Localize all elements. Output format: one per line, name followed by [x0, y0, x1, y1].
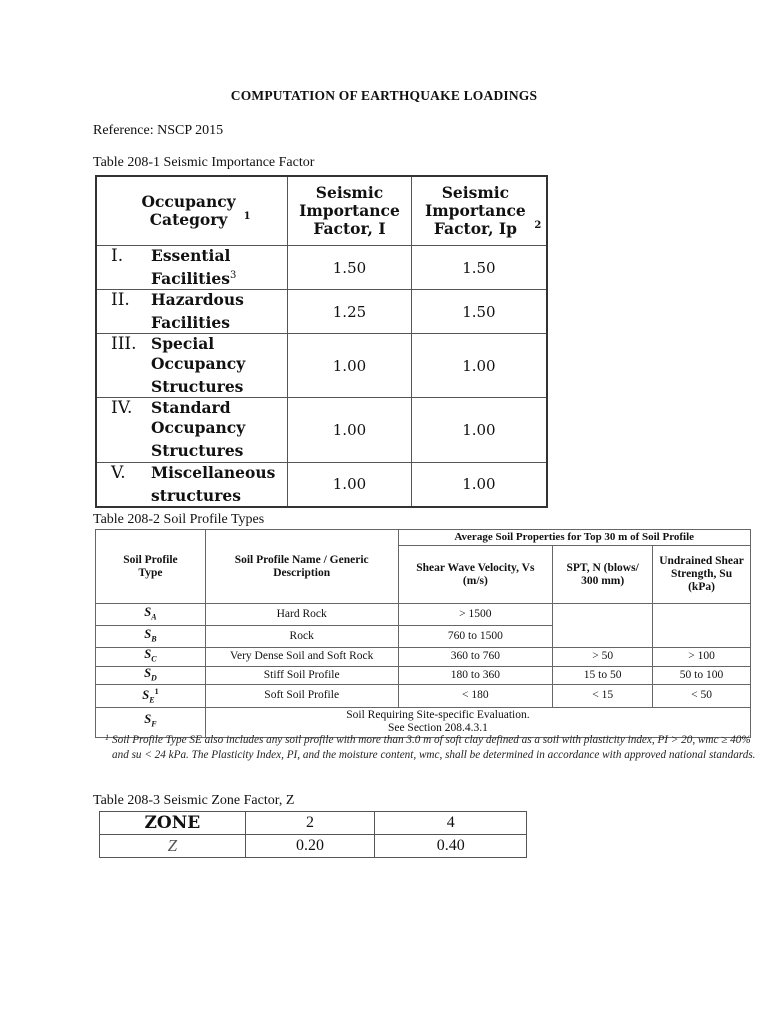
soil-footnote: [105, 733, 757, 763]
table3-caption: [93, 793, 294, 809]
occupancy-category-cell: [96, 290, 288, 334]
soil-vs-sc: 360 to 760: [398, 648, 553, 667]
soil-profile-table: [95, 529, 751, 738]
soil-type-sa: $S_A$: [96, 604, 206, 626]
soil-vs-sa: > 1500: [398, 604, 553, 626]
soil-type-sc: $S_C$: [96, 648, 206, 667]
soil-spt-sd: 15 to 50: [553, 666, 653, 685]
header-spt: SPT, N (blows/ 300 mm): [553, 546, 653, 604]
importance-factor-ip: 1.00: [411, 398, 547, 462]
soil-vs-se: < 180: [398, 685, 553, 708]
header-note-1: 1: [243, 210, 251, 222]
occupancy-name-text: Miscellaneous structures: [151, 462, 276, 505]
occupancy-name-text: Special Occupancy Structures: [151, 334, 246, 397]
soil-type-se: $S_E^1$: [96, 685, 206, 708]
header-soil-profile-name: Soil Profile Name / Generic Description: [205, 530, 398, 604]
importance-factor-ip: 1.50: [411, 290, 547, 334]
soil-vs-sd: 180 to 360: [398, 666, 553, 685]
occupancy-row: [96, 246, 547, 290]
header-importance-factor-i: [288, 176, 412, 246]
importance-factor-i: 1.50: [288, 246, 412, 290]
z-zone-4-value: 0.40: [375, 835, 527, 858]
soil-footnote-mark: 1: [105, 733, 109, 742]
occupancy-name-text: Standard Occupancy Structures: [151, 398, 246, 461]
soil-name-sa: Hard Rock: [205, 604, 398, 626]
z-zone-2-value: 0.20: [245, 835, 375, 858]
occupancy-name-text: Essential Facilities: [151, 246, 231, 289]
occupancy-row: [96, 290, 547, 334]
occupancy-row: [96, 462, 547, 507]
soil-name-se: Soft Soil Profile: [205, 685, 398, 708]
importance-factor-i: 1.25: [288, 290, 412, 334]
soil-type-sb: $S_B$: [96, 626, 206, 648]
table3-caption-text: Table 208-3 Seismic Zone Factor, Z: [93, 793, 295, 808]
occupancy-name: [151, 463, 276, 506]
importance-factor-i: 1.00: [288, 398, 412, 462]
soil-name-sc: Very Dense Soil and Soft Rock: [205, 648, 398, 667]
soil-su-se: < 50: [653, 685, 751, 708]
occupancy-name: [151, 246, 276, 289]
soil-type-sd: $S_D$: [96, 666, 206, 685]
soil-sf-line2: See Section 208.4.3.1: [387, 722, 488, 735]
occupancy-roman: III.: [111, 334, 137, 355]
z-label: Z: [100, 835, 246, 858]
soil-spt-se: < 15: [553, 685, 653, 708]
header-importance-factor-ip: [411, 176, 547, 246]
header-average-soil-properties: Average Soil Properties for Top 30 m of Soil Profile: [398, 530, 751, 546]
importance-factor-ip: 1.00: [411, 334, 547, 398]
occupancy-note: 3: [229, 270, 237, 281]
occupancy-roman: V.: [111, 462, 126, 483]
soil-name-sb: Rock: [205, 626, 398, 648]
soil-su-sc: > 100: [653, 648, 751, 667]
soil-sf-line1: Soil Requiring Site-specific Evaluation.: [346, 709, 530, 722]
soil-type-sf: $S_F$: [96, 707, 206, 737]
document-title: COMPUTATION OF EARTHQUAKE LOADINGS: [230, 88, 538, 103]
occupancy-row: [96, 398, 547, 462]
occupancy-row: [96, 334, 547, 398]
reference-line: Reference: NSCP 2015: [93, 123, 224, 138]
zone-header: ZONE: [100, 812, 246, 835]
occupancy-name-text: Hazardous Facilities: [151, 290, 244, 333]
occupancy-roman: II.: [111, 290, 130, 311]
seismic-importance-table: [95, 175, 548, 508]
table1-caption: Table 208-1 Seismic Importance Factor: [93, 155, 315, 170]
soil-spt-sc: > 50: [553, 648, 653, 667]
occupancy-name: [151, 334, 276, 397]
table2-caption: Table 208-2 Soil Profile Types: [93, 512, 265, 527]
header-shear-wave-velocity: Shear Wave Velocity, Vs (m/s): [398, 546, 553, 604]
soil-su-blank: [653, 604, 751, 648]
header-soil-profile-type: Soil Profile Type: [96, 530, 206, 604]
soil-vs-sb: 760 to 1500: [398, 626, 553, 648]
header-ip-text: Seismic Importance Factor, Ip: [425, 183, 526, 238]
header-undrained-shear-strength: Undrained Shear Strength, Su (kPa): [653, 546, 751, 604]
soil-footnote-text: Soil Profile Type SE also includes any soil profile with more than 3.0 m of soft clay defined as a soil with plasticity index, PI > 20, wmc ≥ 40% and su < 24 kPa. The Plasticity Index, PI, and the moisture content, wmc, shall be determined in accordance with approved national standards.: [112, 734, 756, 761]
occupancy-roman: IV.: [111, 398, 133, 419]
importance-factor-i: 1.00: [288, 334, 412, 398]
occupancy-category-cell: [96, 246, 288, 290]
zone-4-header: 4: [375, 812, 527, 835]
importance-factor-i: 1.00: [288, 462, 412, 507]
occupancy-name: [151, 398, 276, 461]
header-note-2: 2: [534, 219, 542, 231]
header-i-text: Seismic Importance Factor, I: [299, 183, 400, 238]
header-occupancy-text: Occupancy Category: [141, 192, 236, 229]
header-occupancy-category: [96, 176, 288, 246]
occupancy-category-cell: [96, 462, 288, 507]
occupancy-roman: I.: [111, 246, 124, 266]
importance-factor-ip: 1.50: [411, 246, 547, 290]
importance-factor-ip: 1.00: [411, 462, 547, 507]
occupancy-category-cell: [96, 334, 288, 398]
zone-2-header: 2: [245, 812, 375, 835]
occupancy-name: [151, 290, 276, 333]
soil-su-sd: 50 to 100: [653, 666, 751, 685]
soil-se-note: 1: [154, 687, 159, 696]
soil-name-sd: Stiff Soil Profile: [205, 666, 398, 685]
occupancy-category-cell: [96, 398, 288, 462]
seismic-zone-table: [99, 811, 527, 858]
soil-spt-blank: [553, 604, 653, 648]
